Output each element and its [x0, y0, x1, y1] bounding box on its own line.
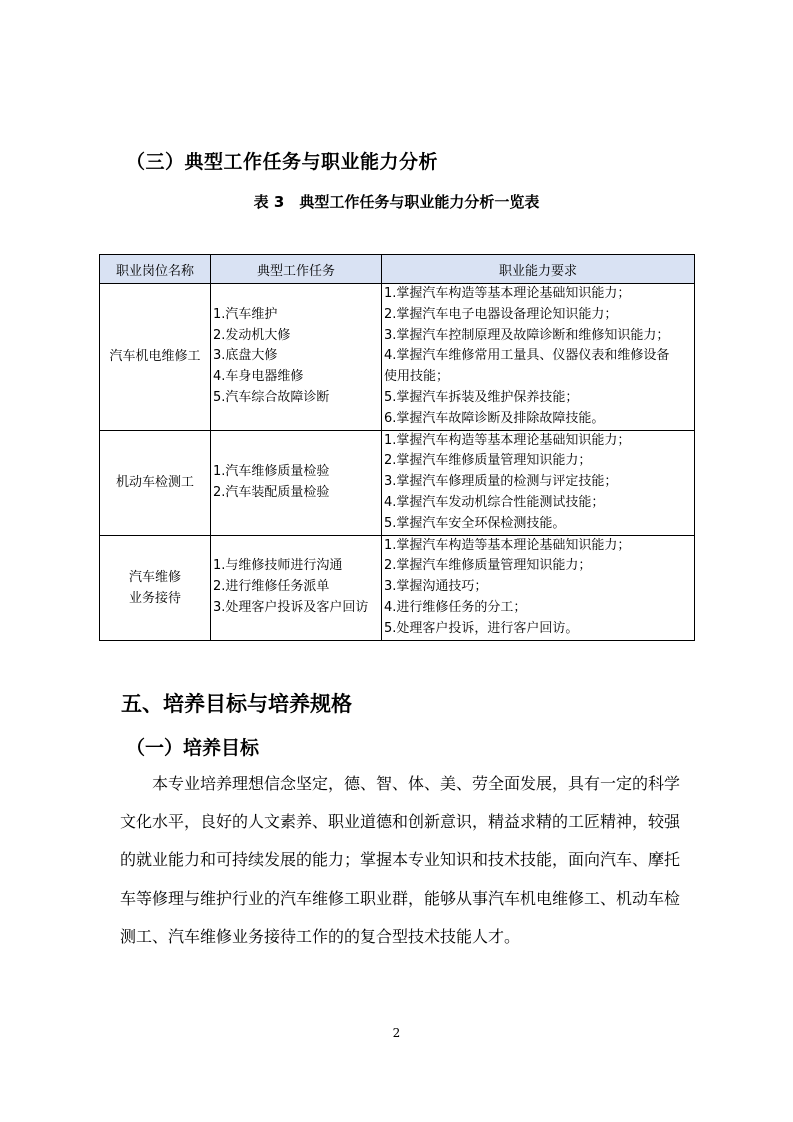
subsection-title-training-goal: （一）培养目标	[126, 737, 260, 759]
ability-table	[99, 254, 695, 641]
header-requirements: 职业能力要求	[382, 255, 695, 284]
paragraph-line: 测工、汽车维修业务接待工作的的复合型技术技能人才。	[120, 926, 521, 946]
post-name: 业务接待	[128, 590, 181, 606]
post-cell	[100, 535, 211, 640]
subsection-title: （三）典型工作任务与职业能力分析	[126, 151, 439, 173]
requirement-item: 6.掌握汽车故障诊断及排除故障技能。	[384, 410, 605, 426]
task-item: 2.汽车装配质量检验	[213, 484, 330, 500]
requirement-item: 2.掌握汽车电子电器设备理论知识能力；	[384, 306, 618, 322]
requirement-item: 2.掌握汽车维修质量管理知识能力；	[384, 558, 592, 574]
requirements-cell	[382, 430, 695, 535]
paragraph-line: 文化水平，良好的人文素养、职业道德和创新意识，精益求精的工匠精神，较强	[120, 812, 681, 832]
task-item: 2.进行维修任务派单	[213, 579, 330, 595]
section-title: 五、培养目标与培养规格	[121, 692, 352, 716]
paragraph-line: 本专业培养理想信念坚定，德、智、体、美、劳全面发展，具有一定的科学	[152, 774, 681, 793]
header-tasks: 典型工作任务	[211, 255, 382, 284]
requirement-item: 4.进行维修任务的分工；	[384, 599, 527, 615]
post-cell	[100, 430, 211, 535]
task-item: 3.处理客户投诉及客户回访	[213, 599, 369, 615]
table-header-row	[100, 255, 695, 284]
requirement-item: 5.掌握汽车拆装及维护保养技能；	[384, 389, 579, 405]
table-row	[100, 535, 695, 640]
tasks-cell	[211, 430, 382, 535]
requirement-item: 1.掌握汽车构造等基本理论基础知识能力；	[384, 537, 631, 553]
requirement-item: 1.掌握汽车构造等基本理论基础知识能力；	[384, 286, 631, 301]
post-cell	[100, 284, 211, 431]
task-item: 2.发动机大修	[213, 327, 291, 343]
requirement-item: 3.掌握汽车控制原理及故障诊断和维修知识能力；	[384, 327, 670, 343]
table-row	[100, 284, 695, 431]
paragraph-line: 的就业能力和可持续发展的能力；掌握本专业知识和技术技能，面向汽车、摩托	[120, 850, 681, 870]
requirement-item: 5.处理客户投诉，进行客户回访。	[384, 620, 579, 636]
task-item: 5.汽车综合故障诊断	[213, 389, 330, 405]
header-post: 职业岗位名称	[100, 255, 211, 284]
table-row	[100, 430, 695, 535]
paragraph-line: 车等修理与维护行业的汽车维修工职业群，能够从事汽车机电维修工、机动车检	[120, 888, 681, 908]
task-item: 1.与维修技师进行沟通	[213, 558, 343, 574]
task-item: 4.车身电器维修	[213, 369, 304, 385]
task-item: 3.底盘大修	[213, 348, 278, 364]
requirement-item: 4.掌握汽车维修常用工量具、仪器仪表和维修设备	[384, 348, 670, 364]
requirement-item: 2.掌握汽车维修质量管理知识能力；	[384, 453, 592, 469]
requirement-item: 4.掌握汽车发动机综合性能测试技能；	[384, 494, 605, 510]
post-name: 汽车维修	[128, 569, 181, 585]
requirement-item: 3.掌握沟通技巧；	[384, 579, 488, 595]
requirements-cell	[382, 535, 695, 640]
requirement-item: 使用技能；	[384, 369, 450, 385]
post-name: 机动车检测工	[115, 475, 194, 491]
tasks-cell	[211, 535, 382, 640]
task-item: 1.汽车维护	[213, 306, 278, 322]
requirements-cell	[382, 284, 695, 431]
table-caption: 表 3 典型工作任务与职业能力分析一览表	[253, 193, 540, 211]
task-item: 1.汽车维修质量检验	[213, 463, 330, 479]
requirement-item: 3.掌握汽车修理质量的检测与评定技能；	[384, 474, 618, 490]
requirement-item: 5.掌握汽车安全环保检测技能。	[384, 515, 566, 531]
tasks-cell	[211, 284, 382, 431]
training-goal-paragraph	[120, 765, 681, 956]
page-number: 2	[392, 1026, 401, 1040]
post-name: 汽车机电维修工	[109, 349, 201, 365]
requirement-item: 1.掌握汽车构造等基本理论基础知识能力；	[384, 432, 631, 448]
